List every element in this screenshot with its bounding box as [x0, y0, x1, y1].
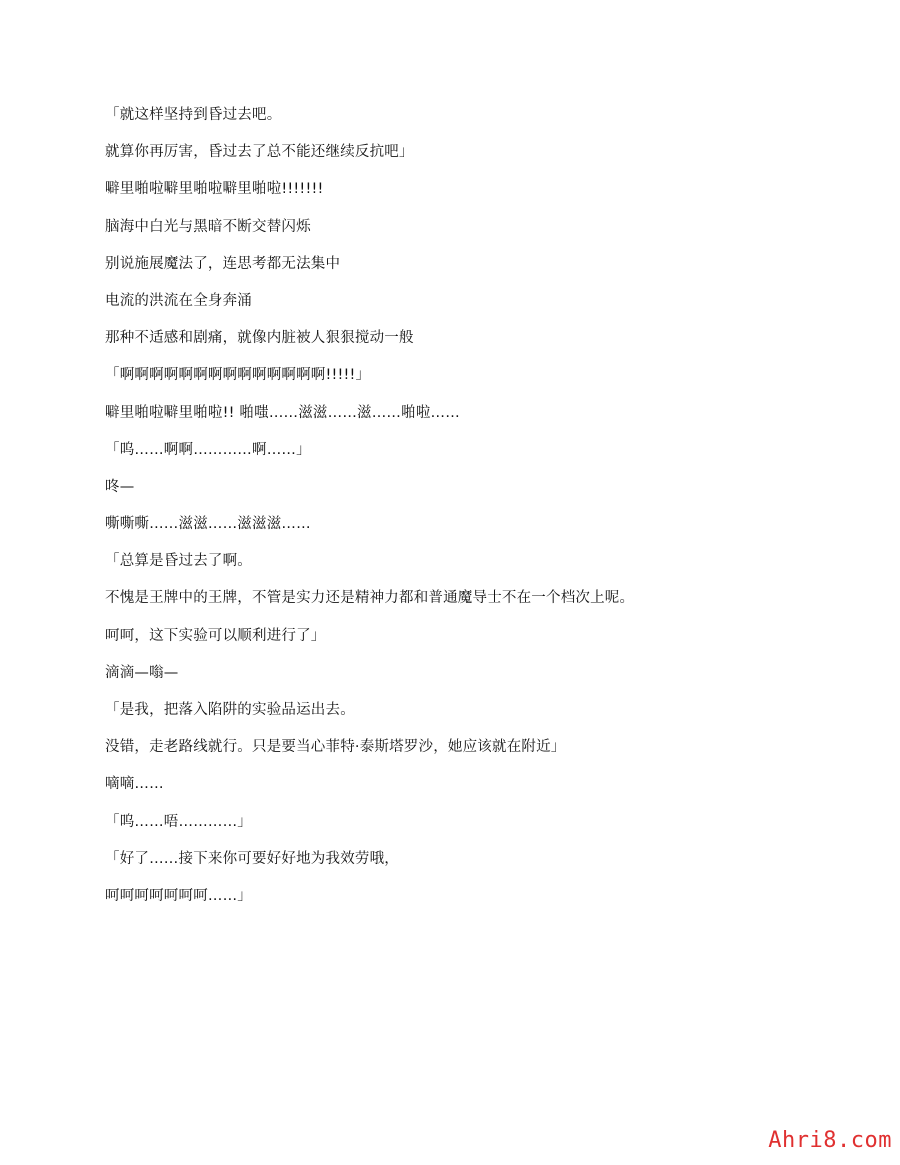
- text-line: 别说施展魔法了，连思考都无法集中: [105, 255, 341, 272]
- story-text-body: [105, 104, 805, 922]
- text-line: 电流的洪流在全身奔涌: [105, 292, 252, 309]
- text-line: 滴滴—嗡—: [105, 664, 179, 681]
- text-line: 噼里啪啦噼里啪啦噼里啪啦!!!!!!!: [105, 181, 324, 198]
- text-line: 呵呵，这下实验可以顺利进行了」: [105, 627, 326, 644]
- text-line: 「就这样坚持到昏过去吧。: [105, 107, 282, 123]
- text-line: 嘀嘀……: [105, 776, 164, 793]
- text-line: 咚—: [105, 478, 135, 495]
- text-line: 那种不适感和剧痛，就像内脏被人狠狠搅动一般: [105, 330, 414, 347]
- text-line: 「好了……接下来你可要好好地为我效劳哦，: [105, 850, 399, 867]
- text-line: 「呜……啊啊…………啊……」: [105, 441, 311, 458]
- text-line: 就算你再厉害，昏过去了总不能还继续反抗吧」: [105, 144, 414, 161]
- site-watermark: Ahri8.com: [768, 1128, 892, 1153]
- text-line: 「啊啊啊啊啊啊啊啊啊啊啊啊啊啊!!!!!」: [105, 367, 371, 384]
- text-line: 嘶嘶嘶……滋滋……滋滋滋……: [105, 516, 311, 533]
- text-line: 脑海中白光与黑暗不断交替闪烁: [105, 218, 311, 235]
- text-line: 呵呵呵呵呵呵呵……」: [105, 887, 252, 904]
- text-line: 没错，走老路线就行。只是要当心菲特·泰斯塔罗沙，她应该就在附近」: [105, 739, 566, 756]
- text-line: 「呜……唔…………」: [105, 813, 252, 830]
- text-line: 「是我，把落入陷阱的实验品运出去。: [105, 702, 355, 718]
- text-line: 不愧是王牌中的王牌，不管是实力还是精神力都和普通魔导士不在一个档次上呢。: [105, 590, 635, 607]
- text-line: 「总算是昏过去了啊。: [105, 553, 252, 570]
- text-line: 噼里啪啦噼里啪啦!! 啪嗤……滋滋……滋……啪啦……: [105, 404, 460, 421]
